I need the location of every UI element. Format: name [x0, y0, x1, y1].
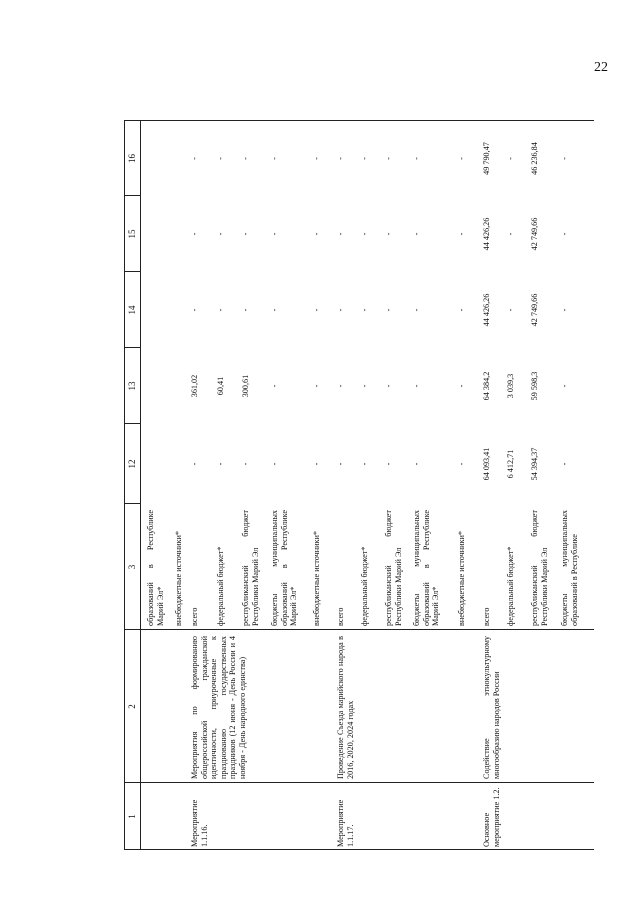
header-col-16: 16 — [127, 154, 137, 163]
value-c12: 6 412,71 — [506, 449, 515, 479]
source-label: республиканский бюджет Республики Марий Эл — [241, 510, 260, 626]
value-c13: - — [560, 384, 569, 388]
row-name: Содействие этнокультурному многообразию народов России — [482, 636, 501, 779]
value-c16: - — [216, 157, 225, 160]
value-c16: 46 236,84 — [530, 142, 539, 175]
value-c14: 42 749,66 — [530, 293, 539, 327]
value-c13: - — [412, 384, 421, 388]
value-c15: - — [560, 232, 569, 236]
value-c14: 44 426,26 — [482, 293, 491, 327]
value-c13: - — [360, 384, 369, 388]
value-c15: - — [241, 232, 250, 236]
value-c15: - — [190, 232, 199, 236]
row-name: Проведение Съезда марийского народа в 2016, 2020, 2024 годах — [336, 636, 355, 779]
value-c12: - — [412, 462, 421, 466]
value-c15: 44 426,26 — [482, 217, 491, 251]
value-c16: - — [360, 157, 369, 160]
value-c15: - — [360, 232, 369, 236]
value-c16: - — [506, 157, 515, 160]
source-label: внебюджетные источники* — [457, 531, 466, 626]
value-c16: - — [384, 157, 393, 160]
value-c13: - — [457, 384, 466, 388]
value-c16: - — [241, 157, 250, 160]
row-code: Мероприятие 1.1.16. — [190, 799, 209, 847]
value-c13: 59 598,3 — [530, 371, 539, 401]
source-label: федеральный бюджет* — [360, 546, 369, 626]
header-col-3: 3 — [127, 564, 137, 570]
value-c12: - — [216, 462, 225, 466]
value-c14: - — [384, 308, 393, 312]
continued-municipal-label: образований в Республике Марий Эл* — [146, 510, 165, 626]
value-c13: 60,41 — [216, 376, 225, 396]
source-label: внебюджетные источники* — [312, 531, 321, 626]
source-label: всего — [190, 607, 199, 626]
value-c14: - — [457, 308, 466, 312]
value-c12: - — [312, 462, 321, 466]
value-c14: - — [270, 308, 279, 312]
value-c12: - — [336, 462, 345, 466]
value-c15: 42 749,66 — [530, 217, 539, 251]
source-label: федеральный бюджет* — [506, 546, 515, 626]
source-label: бюджеты муниципальных образований в Республике — [560, 510, 579, 626]
header-col-15: 15 — [127, 229, 137, 239]
header-col-14: 14 — [127, 305, 137, 315]
value-c15: - — [457, 232, 466, 236]
value-c16: - — [270, 157, 279, 160]
value-c16: - — [412, 157, 421, 160]
value-c12: - — [457, 462, 466, 466]
source-label: республиканский бюджет Республики Марий Эл — [384, 510, 403, 626]
value-c14: - — [336, 308, 345, 312]
value-c16: - — [560, 157, 569, 160]
continued-extra-budget-label: внебюджетные источники* — [174, 531, 183, 626]
value-c13: 361,02 — [190, 374, 199, 398]
value-c12: - — [384, 462, 393, 466]
source-label: всего — [482, 607, 491, 626]
value-c14: - — [312, 308, 321, 312]
value-c16: - — [312, 157, 321, 160]
header-col-1: 1 — [127, 814, 137, 819]
value-c14: - — [360, 308, 369, 312]
value-c15: - — [270, 232, 279, 236]
budget-table — [124, 142, 639, 850]
header-col-2: 2 — [127, 704, 137, 709]
value-c13: 300,61 — [241, 374, 250, 398]
value-c12: 54 394,37 — [530, 447, 539, 481]
source-label: бюджеты муниципальных образований в Республике Марий Эл* — [270, 510, 299, 626]
value-c16: - — [336, 157, 345, 160]
value-c12: - — [560, 462, 569, 466]
row-name: Мероприятия по формированию общероссийской гражданской идентичности, приуроченные к празднованию государственных праздников (12 июня - День России и 4 ноября - День народного единства) — [190, 636, 247, 779]
value-c14: - — [216, 308, 225, 312]
value-c13: - — [270, 384, 279, 388]
value-c15: - — [412, 232, 421, 236]
value-c12: - — [241, 462, 250, 466]
value-c14: - — [190, 308, 199, 312]
value-c15: - — [384, 232, 393, 236]
value-c14: - — [506, 308, 515, 312]
value-c14: - — [412, 308, 421, 312]
source-label: бюджеты муниципальных образований в Республике Марий Эл* — [412, 510, 441, 626]
value-c16: - — [190, 157, 199, 160]
value-c13: 3 039,3 — [506, 373, 515, 399]
value-c12: - — [190, 462, 199, 466]
table-header-rule — [140, 120, 141, 850]
value-c13: - — [312, 384, 321, 388]
value-c14: - — [560, 308, 569, 312]
value-c16: 49 790,47 — [482, 142, 491, 175]
row-code: Мероприятие 1.1.17. — [336, 799, 355, 847]
value-c12: - — [270, 462, 279, 466]
row-code: Основное мероприятие 1.2. — [482, 787, 501, 847]
header-col-12: 12 — [127, 459, 137, 469]
page-number: 22 — [594, 60, 608, 75]
value-c15: - — [312, 232, 321, 236]
source-label: федеральный бюджет* — [216, 546, 225, 626]
value-c16: - — [457, 157, 466, 160]
rule-col2 — [124, 629, 594, 630]
rule-col1 — [124, 782, 594, 783]
source-label: всего — [336, 607, 345, 626]
value-c14: - — [241, 308, 250, 312]
value-c13: 64 384,2 — [482, 371, 491, 401]
rule-left — [124, 849, 594, 850]
header-col-13: 13 — [127, 381, 137, 391]
value-c12: 64 093,41 — [482, 447, 491, 481]
value-c15: - — [336, 232, 345, 236]
value-c15: - — [216, 232, 225, 236]
value-c15: - — [506, 232, 515, 236]
source-label: республиканский бюджет Республики Марий Эл — [530, 510, 549, 626]
value-c12: - — [360, 462, 369, 466]
value-c13: - — [336, 384, 345, 388]
value-c13: - — [384, 384, 393, 388]
